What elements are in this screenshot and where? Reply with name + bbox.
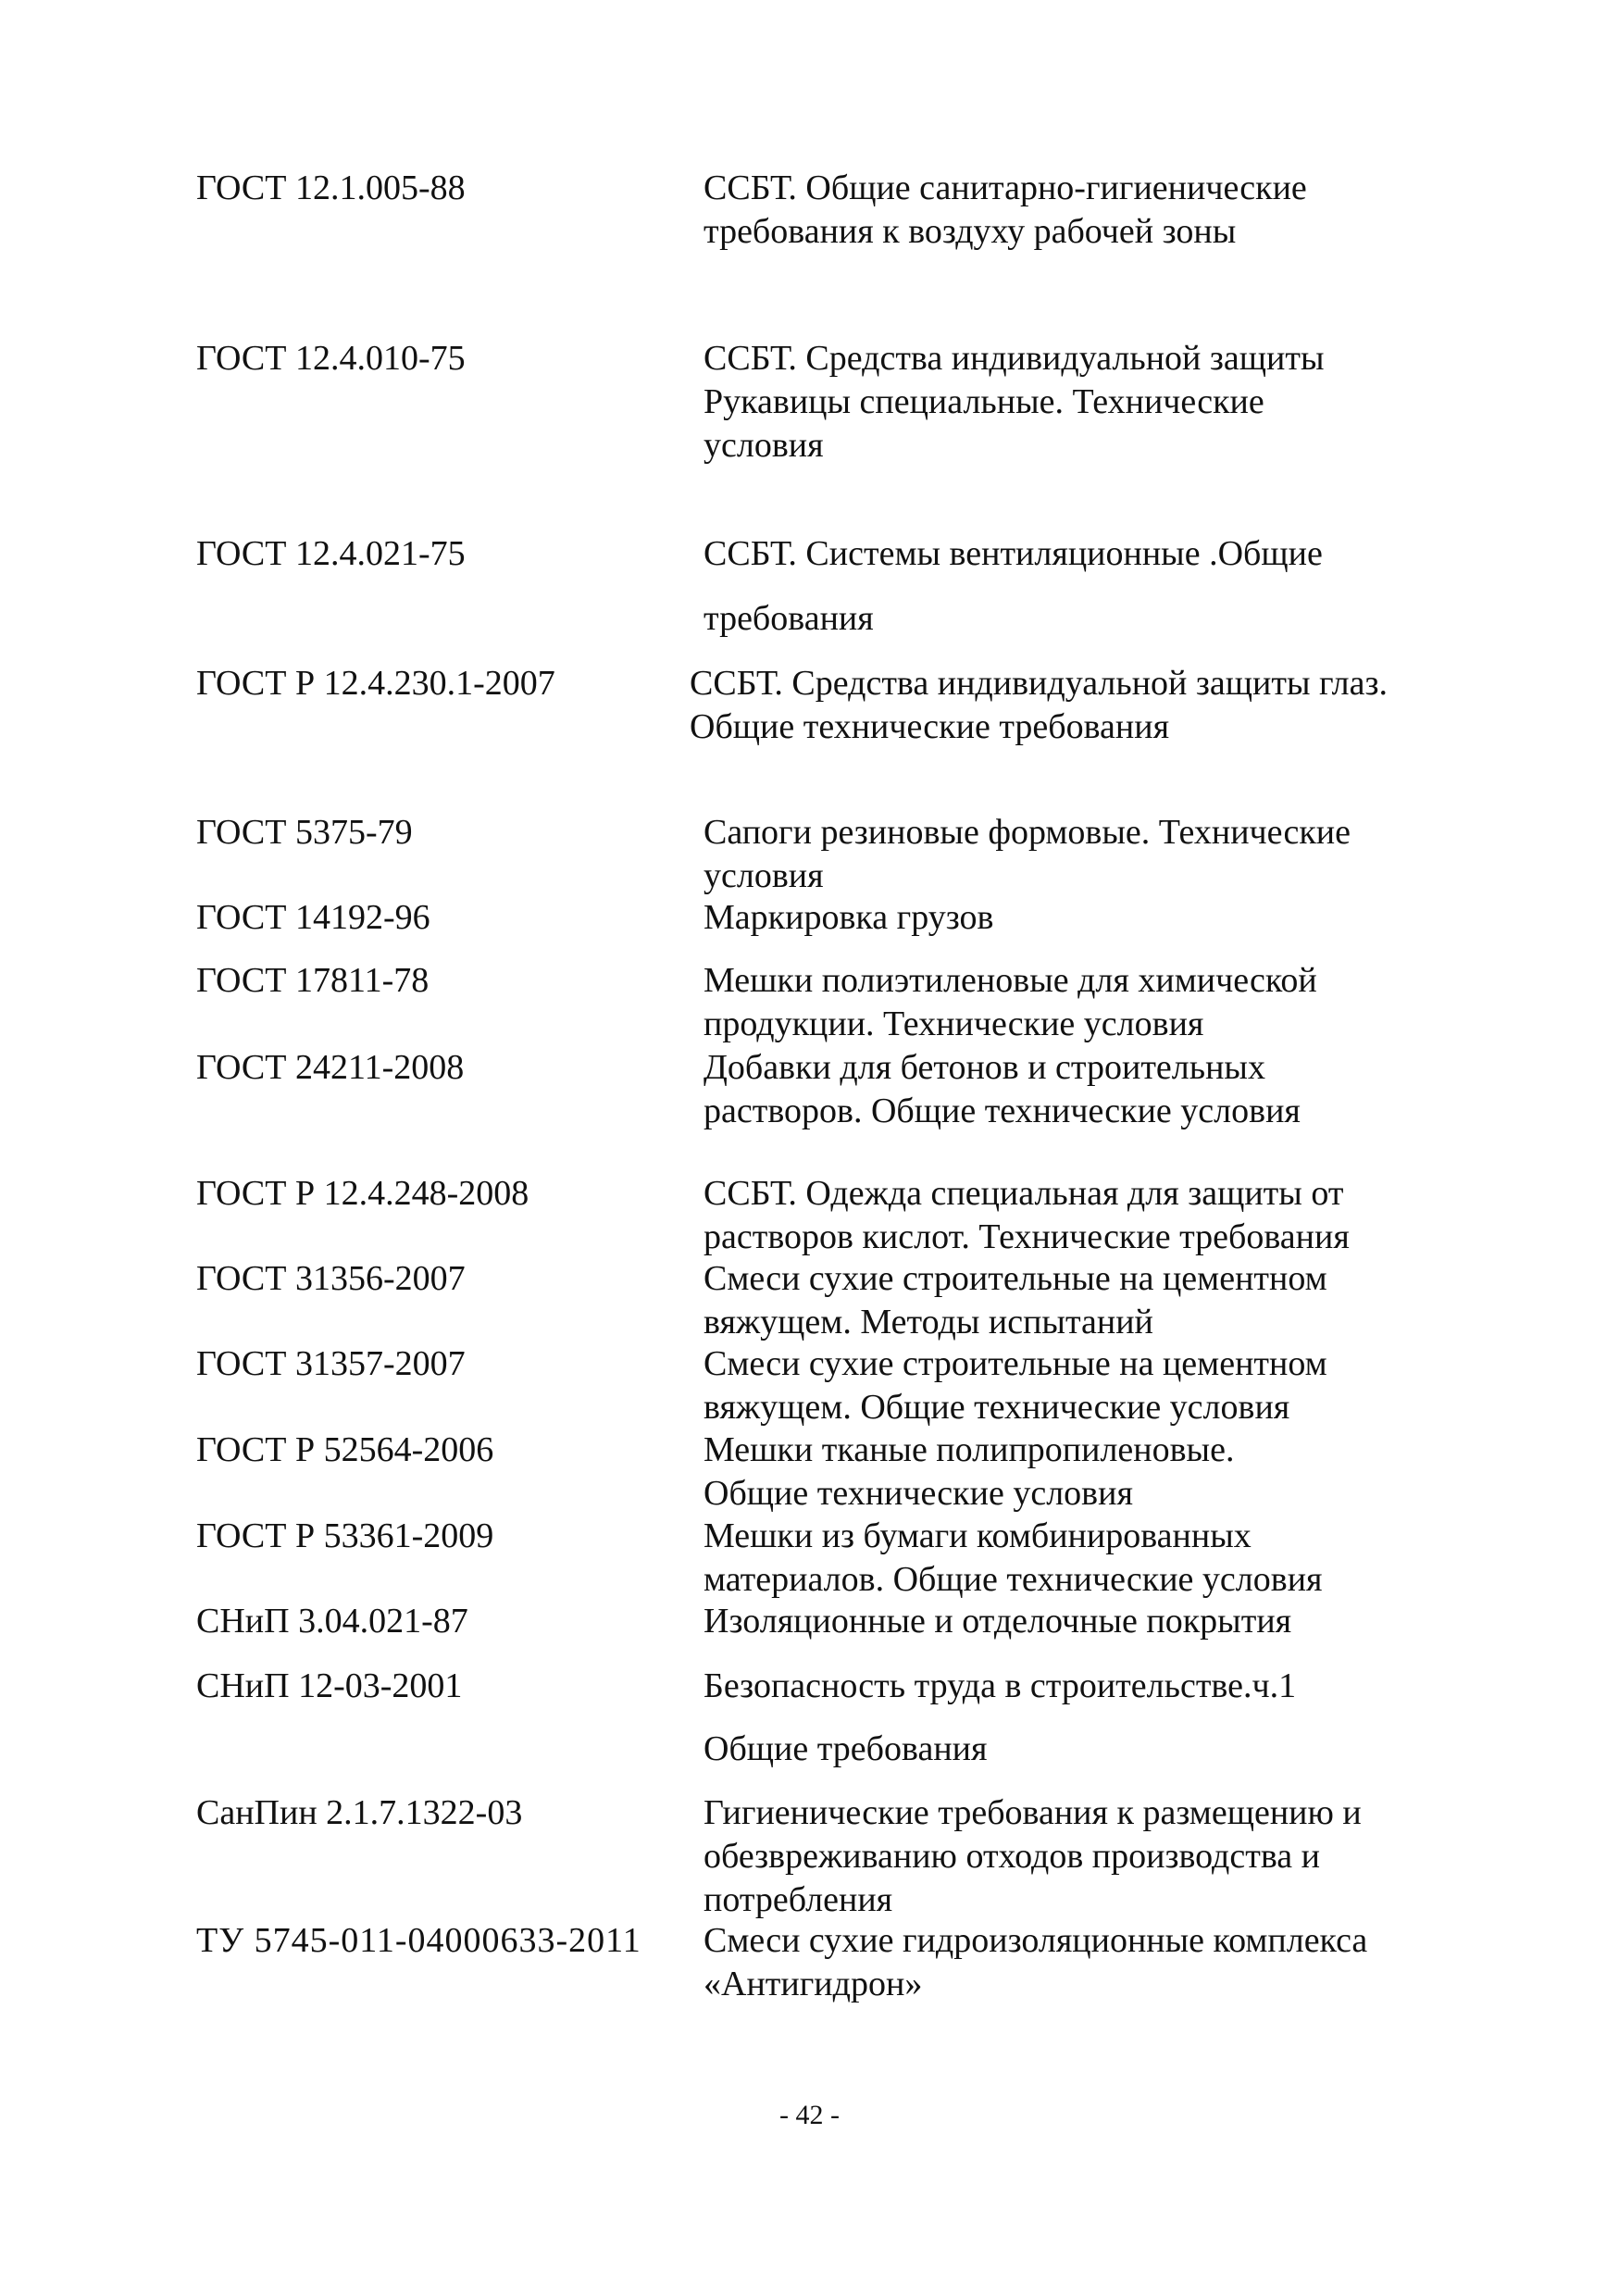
standard-code: ГОСТ 14192-96: [196, 898, 430, 937]
standard-description: ССБТ. Одежда специальная для защиты от растворов кислот. Технические требования: [704, 1174, 1350, 1256]
standard-description: ССБТ. Средства индивидуальной защиты Рукавицы специальные. Технические условия: [704, 339, 1325, 465]
standard-code: СанПин 2.1.7.1322-03: [196, 1793, 523, 1832]
standard-description: ССБТ. Системы вентиляционные .Общие: [704, 534, 1323, 573]
standard-description: Общие требования: [704, 1729, 988, 1768]
standard-description: ССБТ. Средства индивидуальной защиты глаз. Общие технические требования: [690, 664, 1388, 746]
standard-code: ГОСТ 24211-2008: [196, 1048, 465, 1087]
standard-code: ГОСТ 17811-78: [196, 961, 430, 1000]
standard-code: СНиП 12-03-2001: [196, 1666, 463, 1705]
standard-code: ТУ 5745-011-04000633-2011: [196, 1921, 641, 1960]
standard-description: Маркировка грузов: [704, 898, 994, 937]
standard-code: ГОСТ 12.1.005-88: [196, 168, 466, 207]
standard-code: ГОСТ 31356-2007: [196, 1259, 466, 1298]
standard-code: ГОСТ Р 53361-2009: [196, 1516, 494, 1555]
standard-code: СНиП 3.04.021-87: [196, 1602, 468, 1641]
standard-description: Изоляционные и отделочные покрытия: [704, 1602, 1292, 1641]
standard-code: ГОСТ Р 12.4.230.1-2007: [196, 664, 555, 703]
standard-description: ССБТ. Общие санитарно-гигиенические требования к воздуху рабочей зоны: [704, 168, 1307, 251]
standard-description: Добавки для бетонов и строительных растворов. Общие технические условия: [704, 1048, 1301, 1130]
standard-code: ГОСТ Р 52564-2006: [196, 1430, 494, 1469]
standard-description: Мешки полиэтиленовые для химической продукции. Технические условия: [704, 961, 1317, 1043]
standard-code: ГОСТ Р 12.4.248-2008: [196, 1174, 529, 1213]
standard-code: ГОСТ 5375-79: [196, 813, 413, 852]
standard-description: Безопасность труда в строительстве.ч.1: [704, 1666, 1297, 1705]
standard-description: Гигиенические требования к размещению и обезвреживанию отходов производства и потребления: [704, 1793, 1362, 1919]
standard-code: ГОСТ 12.4.021-75: [196, 534, 466, 573]
page-number: - 42 -: [779, 2100, 840, 2130]
standard-code: ГОСТ 31357-2007: [196, 1344, 466, 1383]
standard-description: Мешки тканые полипропиленовые. Общие технические условия: [704, 1430, 1235, 1513]
standard-description: требования: [704, 599, 874, 638]
standard-description: Мешки из бумаги комбинированных материалов. Общие технические условия: [704, 1516, 1323, 1599]
standard-description: Смеси сухие строительные на цементном вяжущем. Методы испытаний: [704, 1259, 1327, 1341]
standard-description: Сапоги резиновые формовые. Технические условия: [704, 813, 1351, 895]
standard-description: Смеси сухие гидроизоляционные комплекса «Антигидрон»: [704, 1921, 1368, 2003]
standard-code: ГОСТ 12.4.010-75: [196, 339, 466, 378]
standard-description: Смеси сухие строительные на цементном вяжущем. Общие технические условия: [704, 1344, 1327, 1427]
